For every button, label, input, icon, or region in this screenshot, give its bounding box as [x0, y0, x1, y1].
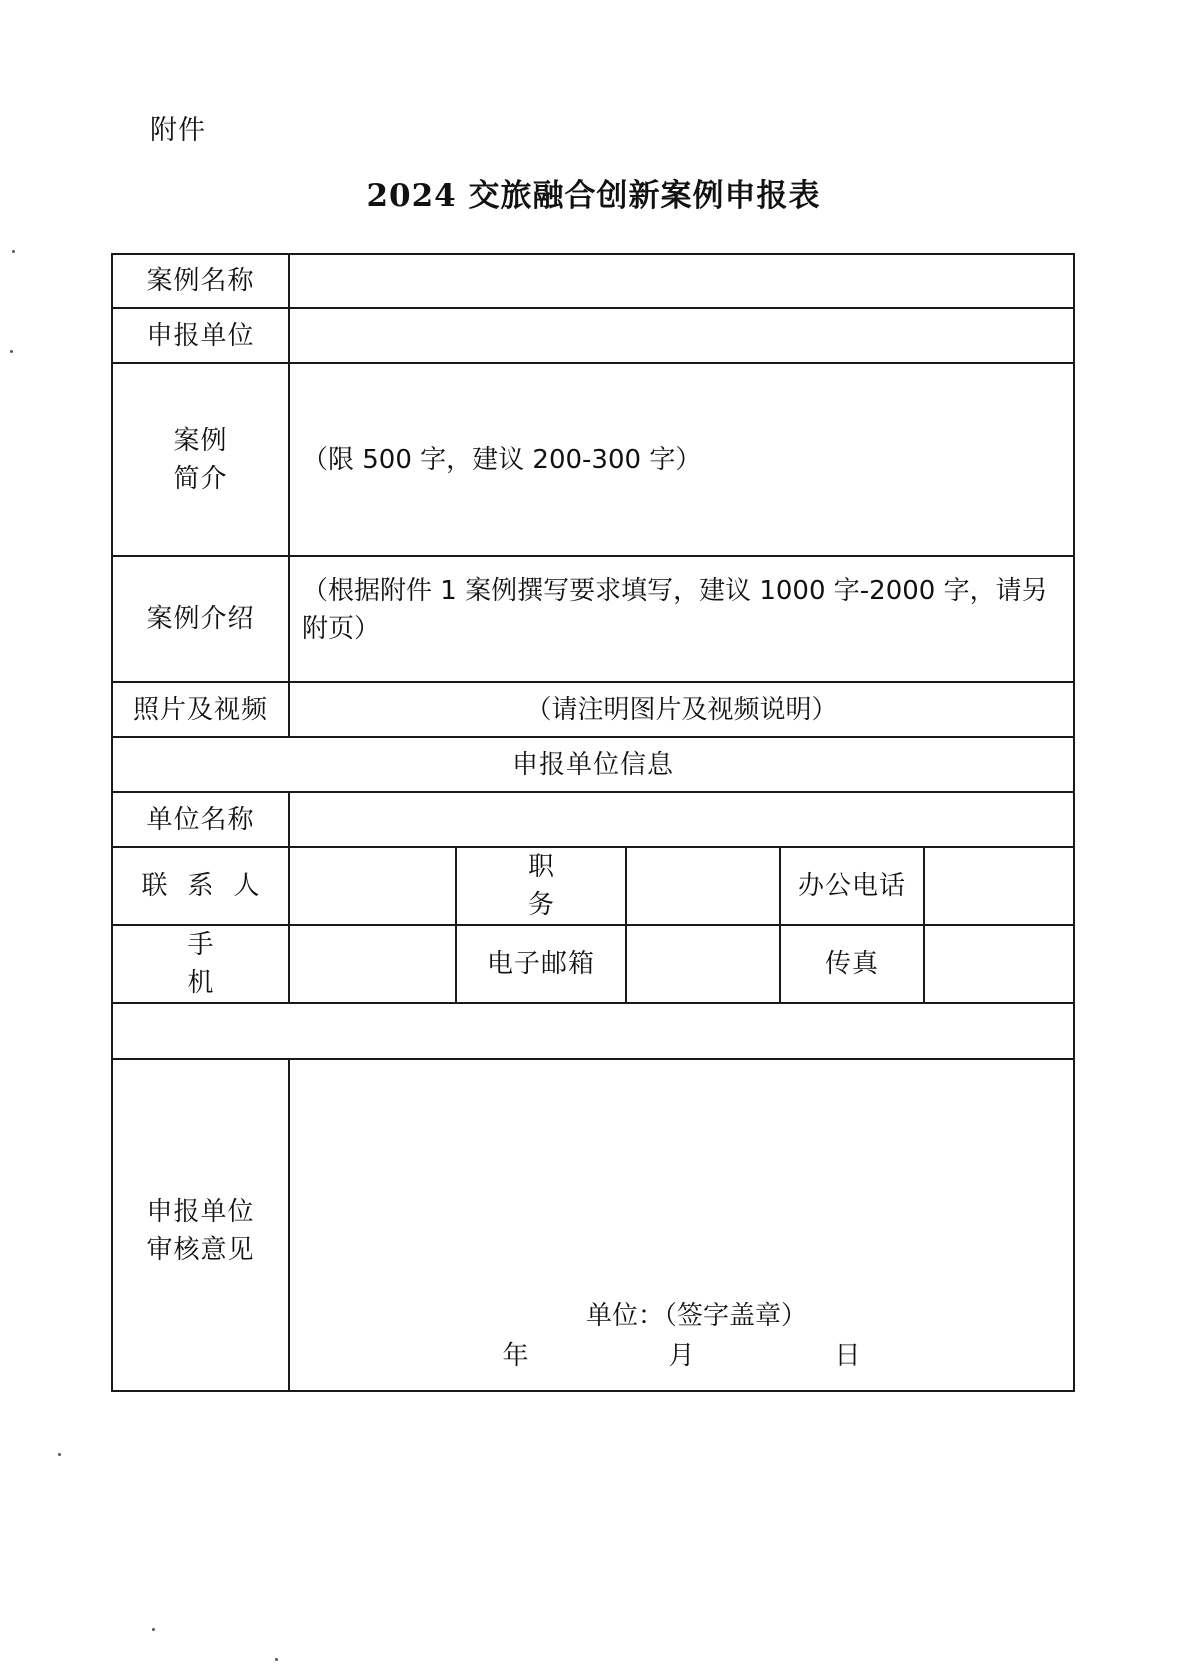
mobile-label: 手机 [112, 925, 289, 1003]
scan-speck [152, 1628, 155, 1631]
case-name-row [112, 254, 1074, 308]
blank-field[interactable] [112, 1003, 1074, 1059]
review-label-line2: 审核意见 [146, 1235, 255, 1265]
document-title: 2024 交旅融合创新案例申报表 [366, 178, 821, 214]
review-label [112, 1059, 289, 1391]
signature-date [503, 1336, 861, 1376]
position-field[interactable] [626, 847, 780, 925]
mobile-field[interactable] [289, 925, 456, 1003]
case-intro-field[interactable] [289, 556, 1074, 682]
case-intro-hint: （根据附件 1 案例撰写要求填写，建议 1000 字-2000 字，请另附页） [302, 576, 1048, 644]
review-row [112, 1059, 1074, 1391]
office-phone-field[interactable] [924, 847, 1074, 925]
review-label-line1: 申报单位 [146, 1197, 255, 1227]
application-form-table [111, 253, 1075, 1392]
email-field[interactable] [626, 925, 780, 1003]
fax-label: 传真 [780, 925, 924, 1003]
review-opinion-field[interactable] [289, 1059, 1074, 1391]
unit-info-section-row [112, 737, 1074, 792]
case-summary-row [112, 363, 1074, 556]
signature-label: 单位：（签字盖章） [586, 1301, 808, 1331]
signature-block [290, 1296, 1073, 1376]
attachment-label: 附件 [150, 115, 206, 146]
scan-speck [275, 1658, 278, 1661]
contact-field[interactable] [289, 847, 456, 925]
date-year: 年 [502, 1341, 529, 1371]
office-phone-label: 办公电话 [780, 847, 924, 925]
case-summary-label-line2: 简介 [173, 463, 228, 494]
applicant-unit-row [112, 308, 1074, 363]
unit-name-label: 单位名称 [112, 792, 289, 847]
scan-speck [58, 1453, 61, 1456]
case-summary-label-line1: 案例 [173, 425, 228, 456]
case-summary-hint: （限 500 字，建议 200-300 字） [302, 444, 702, 475]
applicant-unit-field[interactable] [289, 308, 1074, 363]
scan-speck [12, 250, 15, 253]
unit-name-field[interactable] [289, 792, 1074, 847]
photos-videos-label: 照片及视频 [112, 682, 289, 737]
photos-videos-field[interactable] [289, 682, 1074, 737]
photos-videos-hint: （请注明图片及视频说明） [525, 694, 838, 725]
position-label: 职务 [456, 847, 626, 925]
unit-info-section-heading: 申报单位信息 [112, 737, 1074, 792]
case-summary-field[interactable] [289, 363, 1074, 556]
case-summary-label [112, 363, 289, 556]
blank-row [112, 1003, 1074, 1059]
case-intro-row [112, 556, 1074, 682]
date-day: 日 [834, 1341, 861, 1371]
fax-field[interactable] [924, 925, 1074, 1003]
case-intro-label: 案例介绍 [112, 556, 289, 682]
contact-label: 联系人 [112, 847, 289, 925]
date-month: 月 [668, 1341, 695, 1371]
scan-speck [10, 350, 13, 353]
email-label: 电子邮箱 [456, 925, 626, 1003]
case-name-field[interactable] [289, 254, 1074, 308]
applicant-unit-label: 申报单位 [112, 308, 289, 363]
case-name-label: 案例名称 [112, 254, 289, 308]
mobile-row [112, 925, 1074, 1003]
contact-row [112, 847, 1074, 925]
photos-videos-row [112, 682, 1074, 737]
unit-name-row [112, 792, 1074, 847]
